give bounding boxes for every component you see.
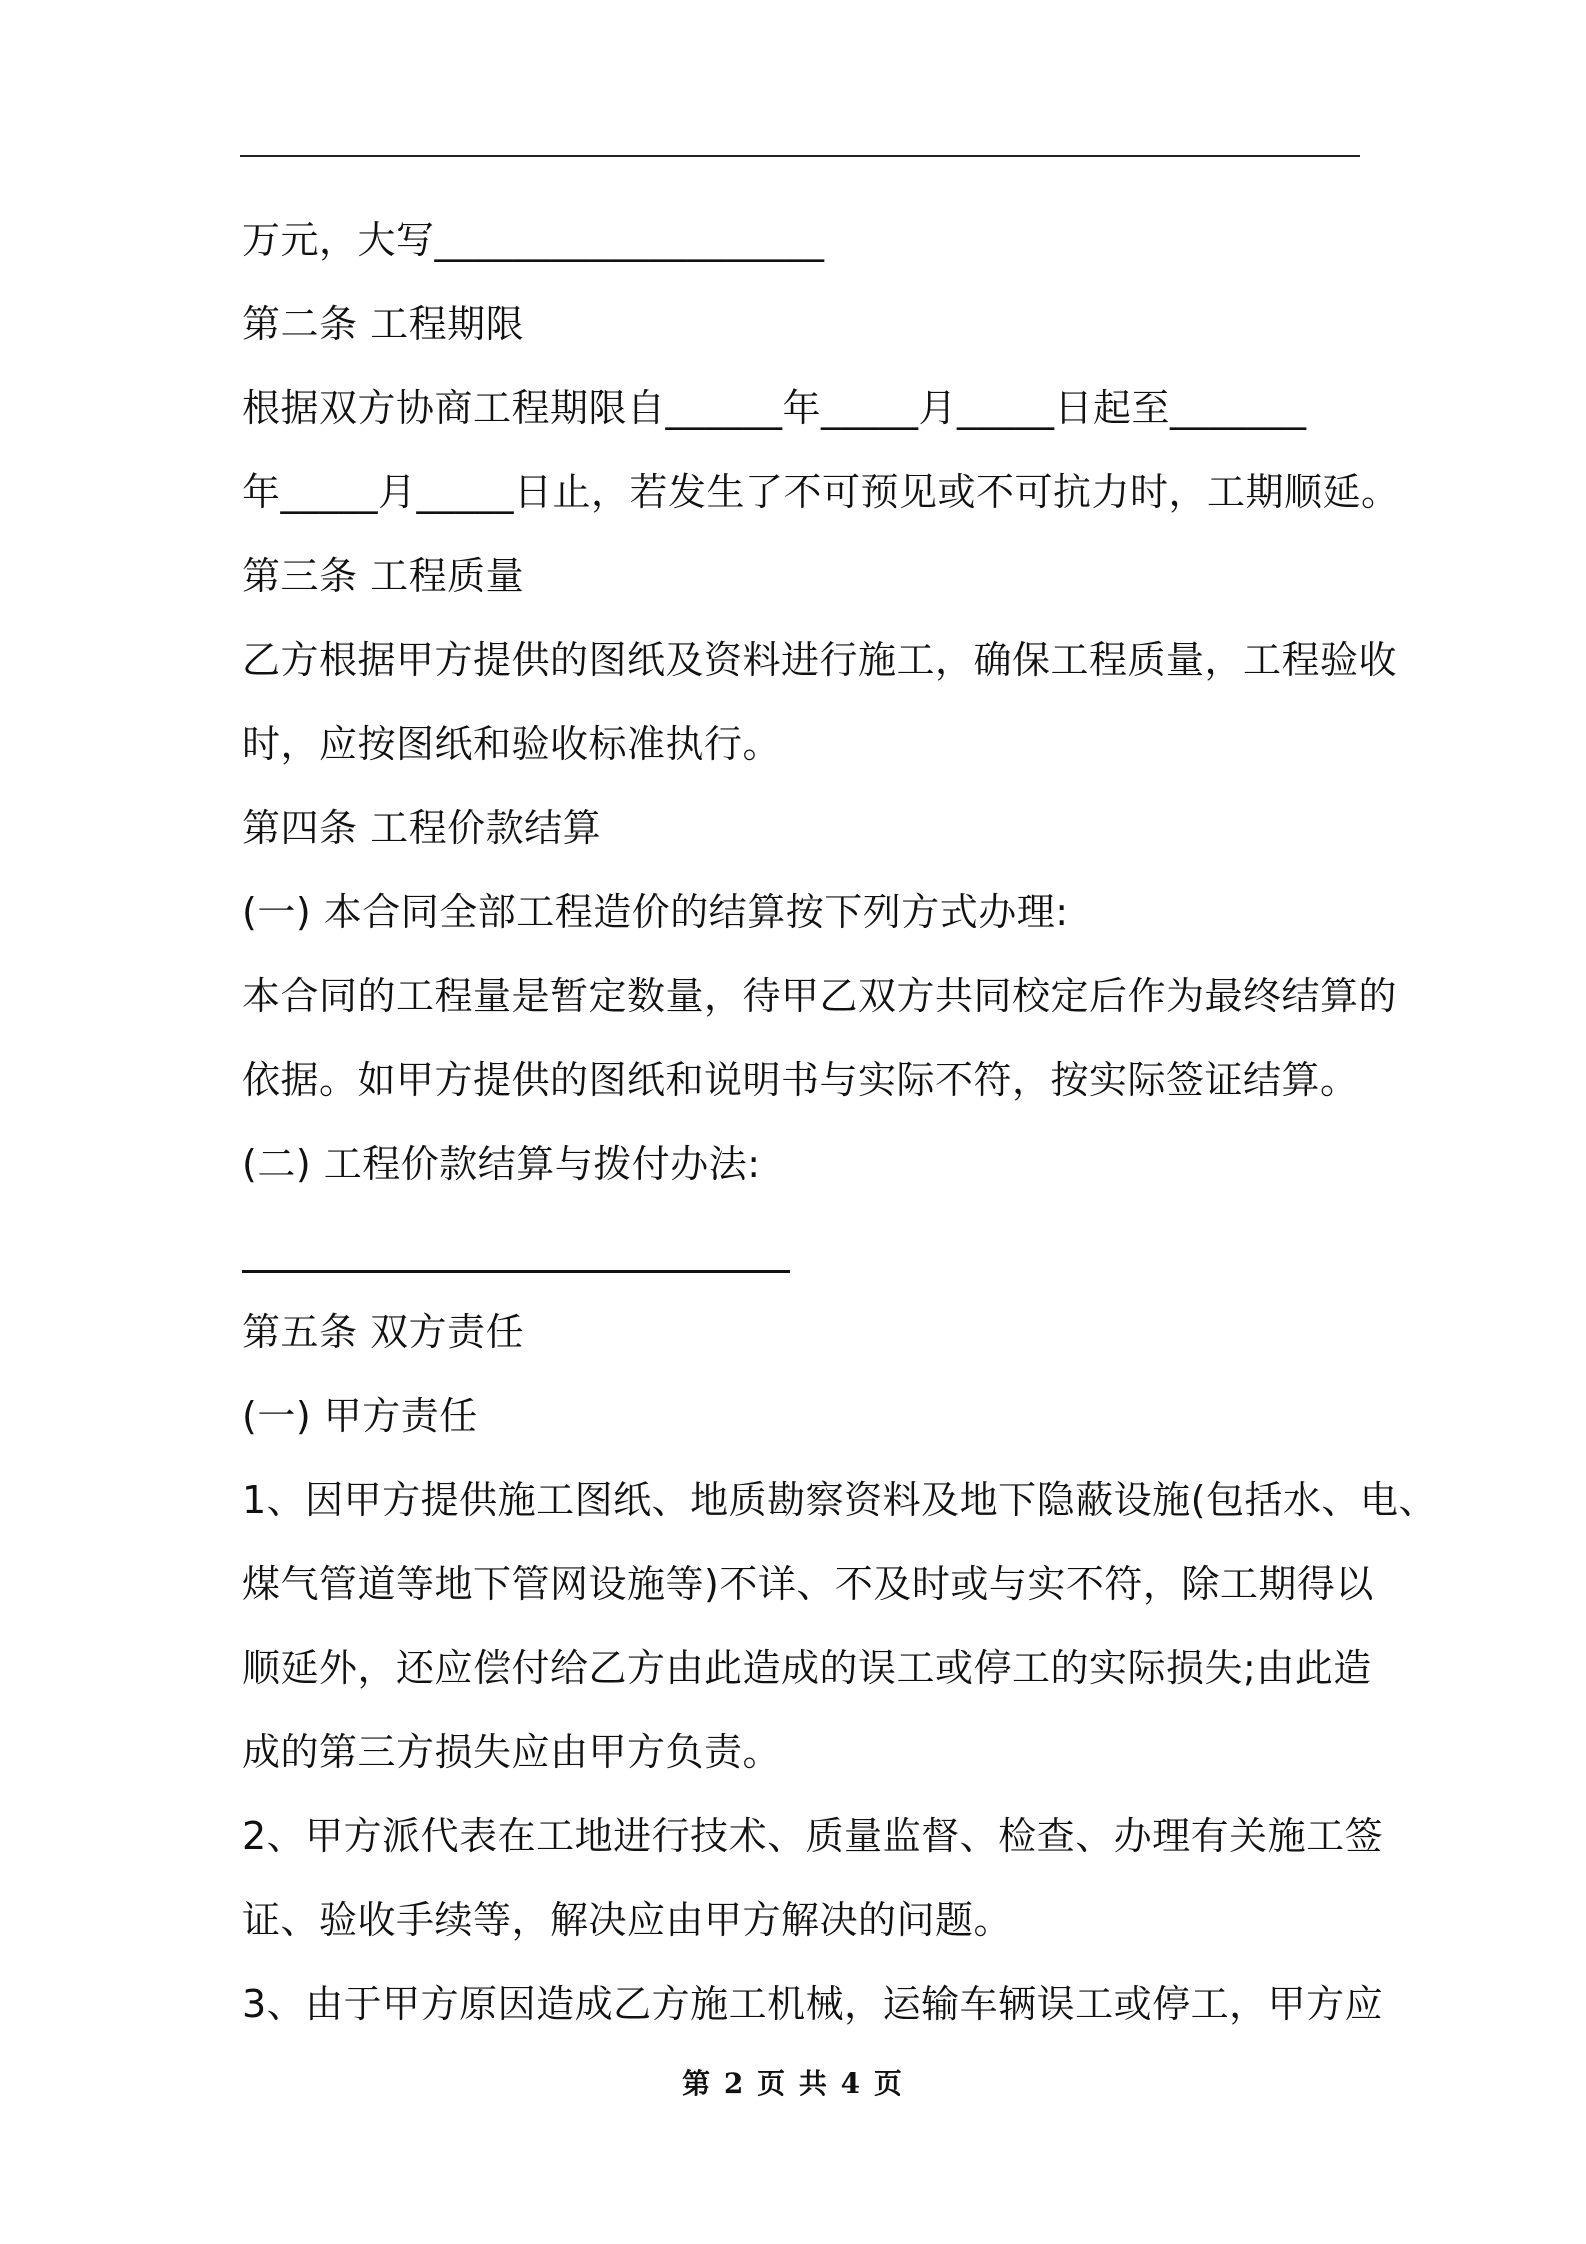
- text-line: 顺延外，还应偿付给乙方由此造成的误工或停工的实际损失;由此造: [242, 1646, 1372, 1690]
- article-heading: 第三条 工程质量: [242, 554, 525, 598]
- text-line: 2、甲方派代表在工地进行技术、质量监督、检查、办理有关施工签: [242, 1814, 1384, 1858]
- blank-underline: [242, 1270, 790, 1273]
- page-footer: 第 2 页 共 4 页: [682, 2067, 904, 2100]
- text-line: 依据。如甲方提供的图纸和说明书与实际不符，按实际签证结算。: [242, 1058, 1359, 1102]
- text-line: 证、验收手续等，解决应由甲方解决的问题。: [242, 1898, 1013, 1942]
- header-rule: [240, 155, 1360, 157]
- text-line: 万元，大写____________________: [242, 218, 825, 262]
- text-line: 乙方根据甲方提供的图纸及资料进行施工，确保工程质量，工程验收: [242, 638, 1398, 682]
- text-line: 煤气管道等地下管网设施等)不详、不及时或与实不符，除工期得以: [242, 1562, 1374, 1606]
- document-body: [242, 198, 1438, 2046]
- article-heading: 第四条 工程价款结算: [242, 806, 602, 850]
- text-line: 时，应按图纸和验收标准执行。: [242, 722, 782, 766]
- blank-fill-line: [242, 1206, 1372, 1284]
- article-heading: 第二条 工程期限: [242, 302, 525, 346]
- clause-heading: (二) 工程价款结算与拨付办法:: [242, 1142, 761, 1186]
- text-line: 本合同的工程量是暂定数量，待甲乙双方共同校定后作为最终结算的: [242, 974, 1398, 1018]
- text-line: 年_____月_____日止，若发生了不可预见或不可抗力时，工期顺延。: [242, 470, 1400, 514]
- text-line: 3、由于甲方原因造成乙方施工机械，运输车辆误工或停工，甲方应: [242, 1982, 1384, 2026]
- text-line: 1、因甲方提供施工图纸、地质勘察资料及地下隐蔽设施(包括水、电、: [242, 1478, 1438, 1522]
- text-line: 根据双方协商工程期限自______年_____月_____日起至_______: [242, 386, 1307, 430]
- article-heading: 第五条 双方责任: [242, 1310, 525, 1354]
- text-line: 成的第三方损失应由甲方负责。: [242, 1730, 782, 1774]
- clause-heading: (一) 本合同全部工程造价的结算按下列方式办理:: [242, 890, 1069, 934]
- clause-heading: (一) 甲方责任: [242, 1394, 478, 1438]
